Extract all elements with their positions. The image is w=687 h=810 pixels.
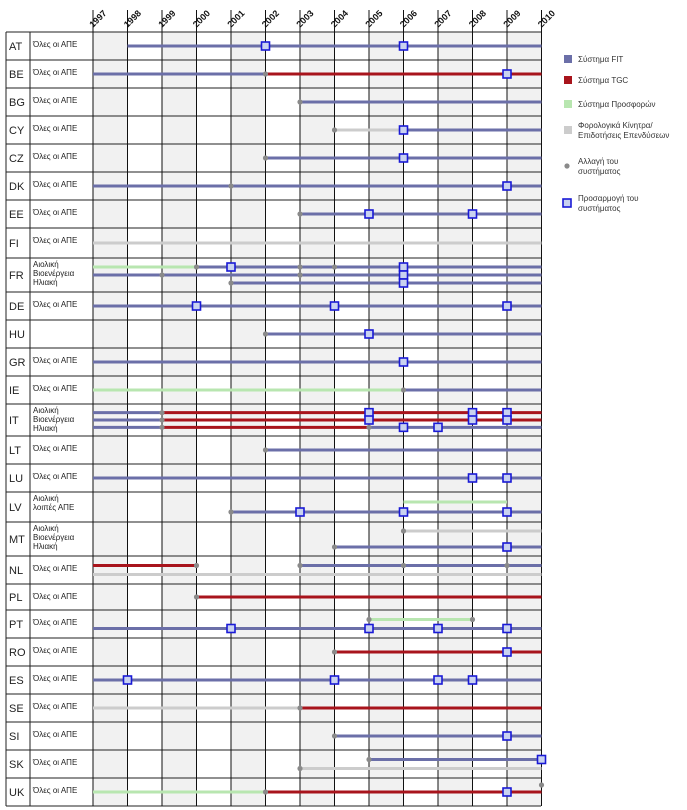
technology-label: Όλες οι ΑΠΕ xyxy=(33,300,78,309)
technology-label: Όλες οι ΑΠΕ xyxy=(33,96,78,105)
country-label: SI xyxy=(9,731,20,743)
change-point xyxy=(332,649,337,654)
adjustment-marker xyxy=(434,625,442,633)
year-axis xyxy=(87,8,557,29)
change-point xyxy=(366,757,371,762)
technology-label: Όλες οι ΑΠΕ xyxy=(33,674,78,683)
year-label: 1999 xyxy=(156,8,178,30)
legend-label: Σύστημα FIT xyxy=(578,55,624,64)
adjustment-marker xyxy=(400,42,408,50)
adjustment-marker xyxy=(503,302,511,310)
country-label: CY xyxy=(9,125,25,137)
adjustment-marker xyxy=(262,42,270,50)
year-label: 2005 xyxy=(363,8,385,30)
year-label: 2009 xyxy=(501,8,523,30)
country-label: ES xyxy=(9,675,24,687)
country-label: LU xyxy=(9,473,24,485)
change-point xyxy=(366,617,371,622)
change-point xyxy=(194,594,199,599)
country-label: EE xyxy=(9,209,24,221)
change-point xyxy=(297,264,302,269)
adjustment-marker xyxy=(434,676,442,684)
country-label: SK xyxy=(9,759,24,771)
adjustment-marker xyxy=(400,154,408,162)
legend-label: Φορολογικά Κίνητρα/ xyxy=(578,121,653,130)
country-label: BE xyxy=(9,69,24,81)
adjustment-marker xyxy=(469,474,477,482)
change-point xyxy=(332,127,337,132)
year-label: 2010 xyxy=(535,8,558,30)
country-label: BG xyxy=(9,97,25,109)
year-label: 2001 xyxy=(225,8,247,30)
technology-label: Όλες οι ΑΠΕ xyxy=(33,730,78,739)
adjustment-marker xyxy=(538,756,546,764)
change-point xyxy=(194,264,199,269)
change-point xyxy=(159,425,164,430)
adjustment-marker xyxy=(227,625,235,633)
country-label: FR xyxy=(9,270,24,282)
country-label: LT xyxy=(9,445,22,457)
adjustment-marker xyxy=(503,732,511,740)
adjustment-marker xyxy=(400,263,408,271)
year-label: 2000 xyxy=(190,8,213,30)
change-point xyxy=(332,544,337,549)
adjustment-marker xyxy=(503,625,511,633)
technology-label: Αιολική xyxy=(33,494,59,503)
technology-label: Όλες οι ΑΠΕ xyxy=(33,472,78,481)
country-label: RO xyxy=(9,647,26,659)
adjustment-marker xyxy=(365,210,373,218)
technology-label: Όλες οι ΑΠΕ xyxy=(33,384,78,393)
country-label: PT xyxy=(9,619,24,631)
change-point xyxy=(263,331,268,336)
technology-label: Όλες οι ΑΠΕ xyxy=(33,592,78,601)
country-label: SE xyxy=(9,703,24,715)
legend-swatch-fiscal xyxy=(564,126,572,134)
country-label: LV xyxy=(9,502,22,514)
adjustment-marker xyxy=(469,210,477,218)
change-point xyxy=(366,425,371,430)
country-label: FI xyxy=(9,238,19,250)
change-point xyxy=(194,563,199,568)
year-label: 1997 xyxy=(87,8,109,30)
adjustment-marker xyxy=(400,279,408,287)
row-labels xyxy=(9,40,77,799)
change-point xyxy=(228,183,233,188)
legend-swatch-tender xyxy=(564,100,572,108)
legend-swatch-tgc xyxy=(564,76,572,84)
technology-label: Όλες οι ΑΠΕ xyxy=(33,356,78,365)
change-point xyxy=(159,410,164,415)
country-label: MT xyxy=(9,534,25,546)
country-label: IE xyxy=(9,385,20,397)
adjustment-marker xyxy=(434,423,442,431)
change-point xyxy=(297,705,302,710)
adjustment-marker xyxy=(227,263,235,271)
country-label: DK xyxy=(9,181,25,193)
adjustment-marker xyxy=(400,271,408,279)
adjustment-marker xyxy=(503,474,511,482)
adjustment-marker xyxy=(503,648,511,656)
adjustment-marker xyxy=(400,358,408,366)
technology-label: Όλες οι ΑΠΕ xyxy=(33,758,78,767)
adjustment-marker xyxy=(400,423,408,431)
adjustment-marker xyxy=(296,508,304,516)
change-point xyxy=(297,766,302,771)
adjustment-marker xyxy=(503,416,511,424)
country-label: NL xyxy=(9,565,24,577)
change-point xyxy=(263,447,268,452)
change-point xyxy=(470,617,475,622)
technology-label: Όλες οι ΑΠΕ xyxy=(33,124,78,133)
adjustment-marker xyxy=(400,508,408,516)
adjustment-marker xyxy=(503,182,511,190)
technology-label: Όλες οι ΑΠΕ xyxy=(33,152,78,161)
year-label: 2002 xyxy=(259,8,282,30)
adjustment-marker xyxy=(503,788,511,796)
technology-label: Όλες οι ΑΠΕ xyxy=(33,646,78,655)
adjustment-marker xyxy=(124,676,132,684)
change-point xyxy=(401,387,406,392)
year-label: 2006 xyxy=(397,8,420,30)
country-label: CZ xyxy=(9,153,24,165)
technology-label: Ηλιακή xyxy=(33,424,58,433)
technology-label: Όλες οι ΑΠΕ xyxy=(33,180,78,189)
change-point xyxy=(401,528,406,533)
change-point xyxy=(504,563,509,568)
legend-label: Προσαρμογή του xyxy=(578,194,639,203)
legend-label: συστήματος xyxy=(578,167,621,176)
adjustment-marker xyxy=(503,70,511,78)
adjustment-marker xyxy=(365,625,373,633)
year-label: 2003 xyxy=(294,8,316,30)
technology-label: Όλες οι ΑΠΕ xyxy=(33,564,78,573)
technology-label: Όλες οι ΑΠΕ xyxy=(33,40,78,49)
country-label: PL xyxy=(9,592,23,604)
technology-label: Όλες οι ΑΠΕ xyxy=(33,208,78,217)
country-label: DE xyxy=(9,301,25,313)
legend-label: Αλλαγή του xyxy=(578,157,619,166)
country-label: IT xyxy=(9,415,19,427)
legend-swatch-fit xyxy=(564,55,572,63)
adjustment-marker xyxy=(469,676,477,684)
change-point xyxy=(332,264,337,269)
change-point xyxy=(297,563,302,568)
technology-label: Βιοενέργεια xyxy=(33,533,75,542)
country-label: UK xyxy=(9,787,25,799)
change-point xyxy=(297,272,302,277)
legend-label: συστήματος xyxy=(578,204,621,213)
change-point xyxy=(297,99,302,104)
year-label: 2008 xyxy=(466,8,489,30)
technology-label: λοιπές ΑΠΕ xyxy=(33,503,75,512)
technology-label: Όλες οι ΑΠΕ xyxy=(33,702,78,711)
legend-label: Σύστημα TGC xyxy=(578,76,629,85)
change-point xyxy=(263,71,268,76)
change-point xyxy=(159,272,164,277)
technology-label: Βιοενέργεια xyxy=(33,415,75,424)
adjustment-marker xyxy=(331,302,339,310)
adjustment-marker xyxy=(503,543,511,551)
change-point xyxy=(539,782,544,787)
change-point xyxy=(263,789,268,794)
adjustment-marker xyxy=(365,416,373,424)
adjustment-marker xyxy=(365,330,373,338)
technology-label: Αιολική xyxy=(33,524,59,533)
adjustment-marker xyxy=(331,676,339,684)
country-label: HU xyxy=(9,329,25,341)
year-label: 2004 xyxy=(328,8,351,30)
legend-label: Επιδοτήσεις Επενδύσεων xyxy=(578,131,670,140)
adjustment-marker xyxy=(400,126,408,134)
change-point xyxy=(297,211,302,216)
change-point xyxy=(401,563,406,568)
change-point xyxy=(263,155,268,160)
technology-label: Αιολική xyxy=(33,406,59,415)
legend-label: Σύστημα Προσφορών xyxy=(578,100,656,109)
change-point xyxy=(159,417,164,422)
technology-label: Όλες οι ΑΠΕ xyxy=(33,618,78,627)
change-point xyxy=(228,509,233,514)
adjustment-marker xyxy=(193,302,201,310)
legend xyxy=(563,55,669,213)
technology-label: Όλες οι ΑΠΕ xyxy=(33,444,78,453)
adjustment-marker xyxy=(503,508,511,516)
change-point xyxy=(228,280,233,285)
technology-label: Όλες οι ΑΠΕ xyxy=(33,68,78,77)
technology-label: Αιολική xyxy=(33,260,59,269)
legend-adjust-square xyxy=(563,199,571,207)
technology-label: Ηλιακή xyxy=(33,278,58,287)
technology-label: Όλες οι ΑΠΕ xyxy=(33,236,78,245)
country-label: GR xyxy=(9,357,26,369)
technology-label: Ηλιακή xyxy=(33,542,58,551)
change-point xyxy=(332,733,337,738)
technology-label: Όλες οι ΑΠΕ xyxy=(33,786,78,795)
country-label: AT xyxy=(9,41,23,53)
legend-change-dot xyxy=(564,163,569,168)
year-label: 2007 xyxy=(432,8,454,30)
year-label: 1998 xyxy=(121,8,144,30)
adjustment-marker xyxy=(469,416,477,424)
technology-label: Βιοενέργεια xyxy=(33,269,75,278)
